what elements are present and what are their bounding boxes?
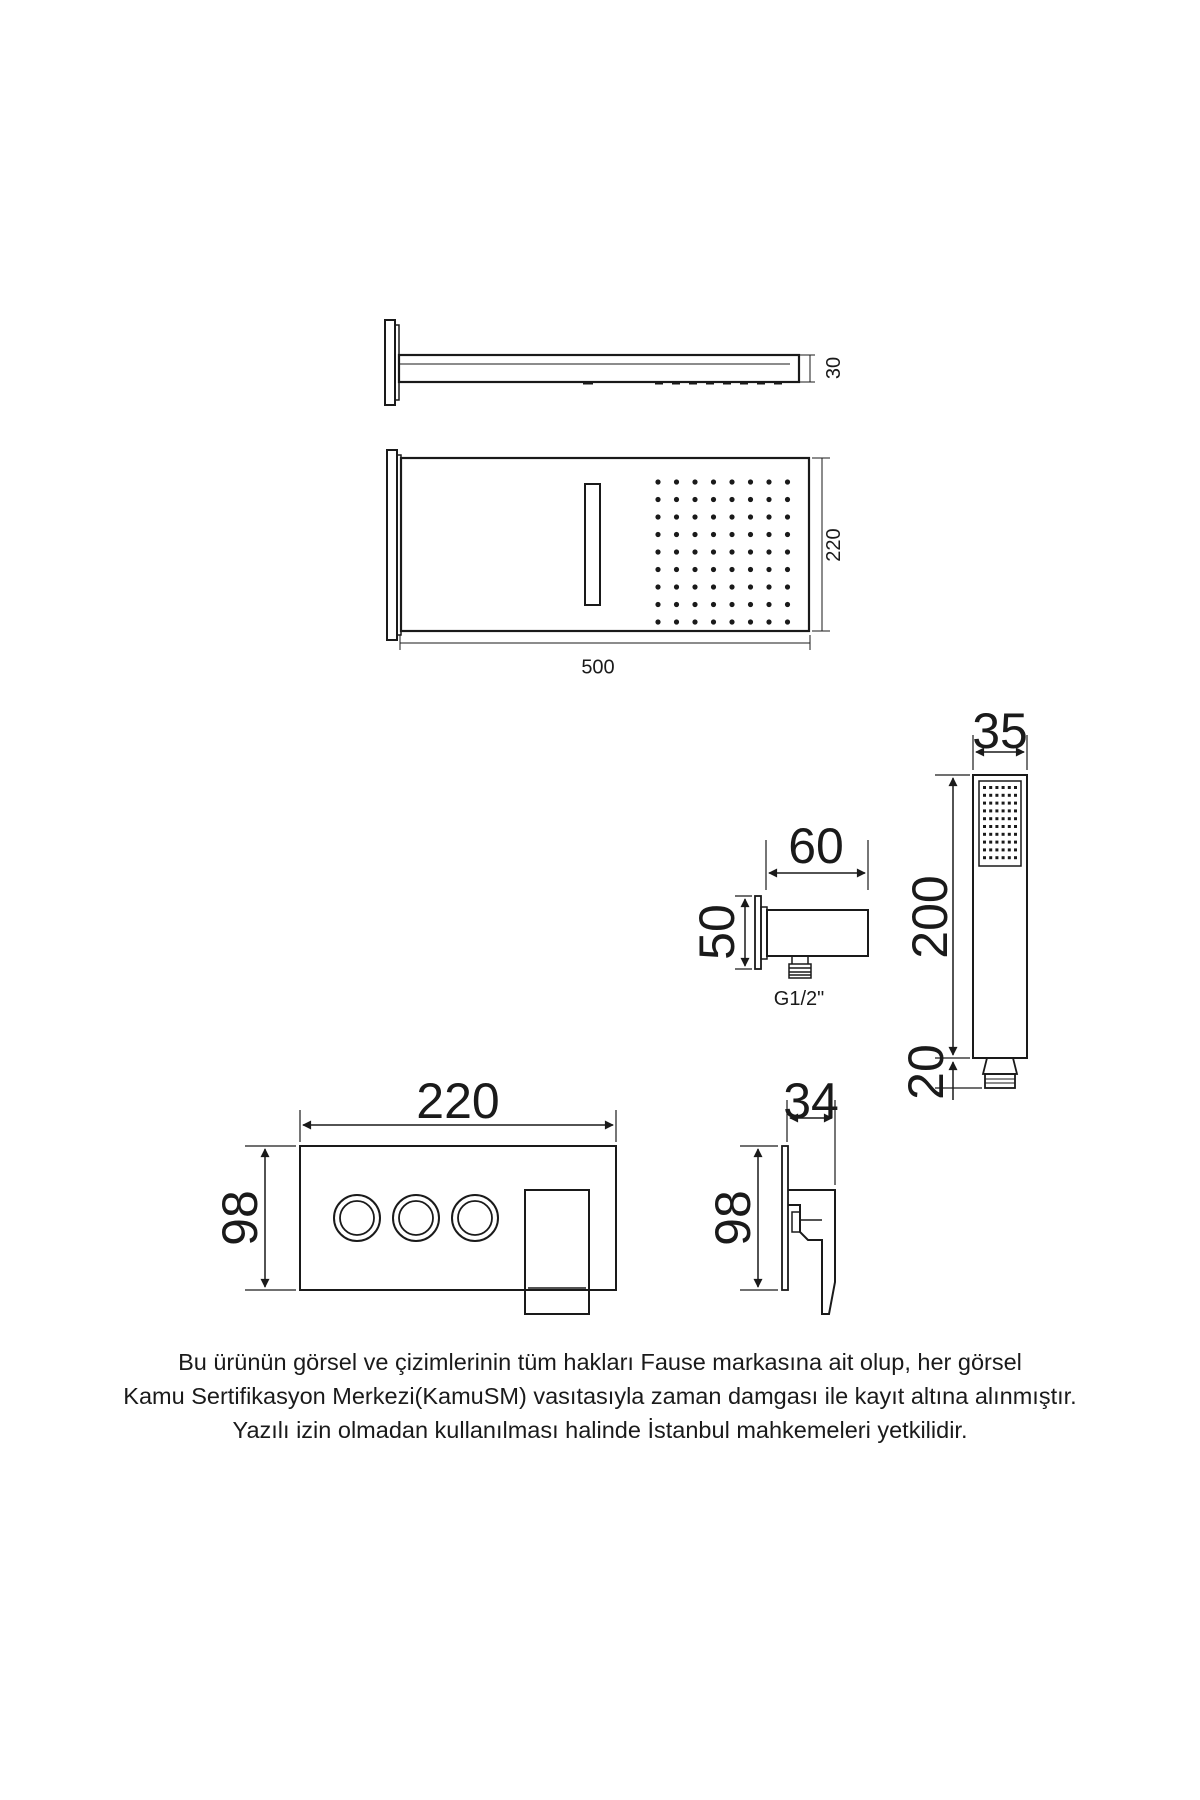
nozzle-dot (785, 514, 790, 519)
control-knob-1 (334, 1195, 380, 1241)
hand-nozzle (983, 786, 986, 789)
nozzle-dot (729, 567, 734, 572)
nozzle-dot (692, 619, 697, 624)
nozzle-dot (692, 514, 697, 519)
nozzle-dot (655, 479, 660, 484)
notice-line-2: Kamu Sertifikasyon Merkezi(KamuSM) vasıtasıyla zaman damgası ile kayıt altına alınmıştır. (123, 1383, 1077, 1409)
nozzle-dot (711, 567, 716, 572)
hand-nozzle (989, 833, 992, 836)
nozzle-dot (729, 479, 734, 484)
nozzle-dot (748, 549, 753, 554)
hand-nozzle (1008, 809, 1011, 812)
hand-nozzle (983, 833, 986, 836)
hand-nozzle (1002, 848, 1005, 851)
hand-nozzle (989, 841, 992, 844)
head-shower-depth-label: 220 (823, 528, 845, 562)
nozzle-dot (748, 584, 753, 589)
hand-nozzle (1008, 794, 1011, 797)
nozzle-dot (729, 514, 734, 519)
nozzle-dot (711, 497, 716, 502)
hand-nozzle (983, 848, 986, 851)
nozzle-dot (655, 619, 660, 624)
nozzle-dot (766, 549, 771, 554)
nozzle-dot (711, 584, 716, 589)
nozzle-dot (711, 514, 716, 519)
hand-nozzle (983, 809, 986, 812)
hand-nozzle (1014, 817, 1017, 820)
nozzle-dot (785, 567, 790, 572)
nozzle-dot (655, 584, 660, 589)
hand-nozzle (1014, 841, 1017, 844)
hand-nozzle (995, 794, 998, 797)
nozzle-dot (655, 514, 660, 519)
hand-nozzle (995, 841, 998, 844)
wall-elbow-width-label: 60 (788, 818, 844, 874)
nozzle-dot (785, 549, 790, 554)
nozzle-dot (692, 549, 697, 554)
nozzle-dot (729, 497, 734, 502)
mixer-side-height-label: 98 (705, 1190, 761, 1246)
hand-nozzle (1014, 848, 1017, 851)
nozzle-dot (655, 567, 660, 572)
nozzle-dot (748, 532, 753, 537)
nozzle-dot (674, 619, 679, 624)
hand-nozzle (995, 833, 998, 836)
head-shower-height-label: 30 (823, 356, 845, 380)
nozzle-dot (711, 479, 716, 484)
nozzle-dot (674, 479, 679, 484)
hand-nozzle (995, 848, 998, 851)
nozzle-dot (729, 532, 734, 537)
nozzle-dot (785, 497, 790, 502)
nozzle-dot (692, 584, 697, 589)
nozzle-dot (674, 602, 679, 607)
hand-nozzle (983, 841, 986, 844)
nozzle-dot (766, 602, 771, 607)
hand-nozzle (983, 794, 986, 797)
hand-shower-length-label: 200 (902, 875, 958, 959)
hand-nozzle (995, 786, 998, 789)
hand-nozzle (983, 856, 986, 859)
head-shower-width-label: 500 (581, 656, 615, 679)
hand-shower-width-label: 35 (972, 703, 1028, 759)
nozzle-dot (748, 619, 753, 624)
nozzle-dot (785, 532, 790, 537)
hand-nozzle (983, 825, 986, 828)
hand-nozzle (989, 802, 992, 805)
nozzle-dot (729, 584, 734, 589)
mixer-front-height-label: 98 (212, 1190, 268, 1246)
notice-line-3: Yazılı izin olmadan kullanılması halinde İstanbul mahkemeleri yetkilidir. (232, 1417, 968, 1443)
hand-nozzle (1002, 809, 1005, 812)
hand-nozzle (1008, 786, 1011, 789)
nozzle-dot (655, 497, 660, 502)
hand-nozzle (1008, 856, 1011, 859)
hand-nozzle (1002, 794, 1005, 797)
nozzle-dot (711, 532, 716, 537)
nozzle-dot (674, 497, 679, 502)
copyright-notice (0, 1345, 1200, 1447)
hand-nozzle (995, 802, 998, 805)
hand-nozzle-grid (983, 786, 1017, 859)
nozzle-dot (692, 532, 697, 537)
nozzle-dot (766, 619, 771, 624)
nozzle-dot (785, 602, 790, 607)
control-knob-2 (393, 1195, 439, 1241)
mixer-lever (525, 1190, 589, 1314)
nozzle-dot (766, 584, 771, 589)
hand-shower-connector (983, 1058, 1017, 1074)
hand-nozzle (1014, 825, 1017, 828)
hand-nozzle (989, 817, 992, 820)
nozzle-dot (674, 584, 679, 589)
mixer-width-label: 220 (416, 1073, 500, 1129)
hand-nozzle (995, 817, 998, 820)
nozzle-dot (655, 549, 660, 554)
hand-nozzle (1002, 802, 1005, 805)
nozzle-dot (674, 514, 679, 519)
nozzle-dot (729, 619, 734, 624)
hand-nozzle (1002, 786, 1005, 789)
hand-nozzle (1008, 841, 1011, 844)
hand-nozzle (1008, 833, 1011, 836)
nozzle-dot (785, 619, 790, 624)
nozzle-dot (711, 549, 716, 554)
nozzle-dot (674, 549, 679, 554)
head-shower-top-view (387, 450, 845, 679)
nozzle-dot (785, 479, 790, 484)
hand-nozzle (1002, 817, 1005, 820)
notice-line-1: Bu ürünün görsel ve çizimlerinin tüm hakları Fause markasına ait olup, her görsel (178, 1349, 1022, 1375)
hand-nozzle (1002, 856, 1005, 859)
nozzle-dot (748, 567, 753, 572)
mixer-front-view (212, 1073, 616, 1314)
nozzle-dot (692, 567, 697, 572)
hand-nozzle (1014, 794, 1017, 797)
nozzle-dot (711, 602, 716, 607)
nozzle-dot (766, 567, 771, 572)
hand-shower (898, 703, 1028, 1100)
head-shower-side-view (385, 320, 845, 405)
nozzle-dot (729, 549, 734, 554)
hand-nozzle (1008, 802, 1011, 805)
nozzle-dot (766, 497, 771, 502)
hand-nozzle (989, 825, 992, 828)
hand-nozzle (1002, 841, 1005, 844)
nozzle-dot (674, 532, 679, 537)
thread-connector (789, 956, 811, 978)
hand-nozzle (1002, 825, 1005, 828)
hand-nozzle (1014, 786, 1017, 789)
hand-nozzle (1008, 817, 1011, 820)
nozzle-dot (766, 514, 771, 519)
hand-nozzle (1014, 833, 1017, 836)
hand-nozzle (1008, 825, 1011, 828)
nozzle-dot (748, 497, 753, 502)
hand-nozzle (1002, 833, 1005, 836)
hand-nozzle (995, 856, 998, 859)
nozzle-dot (748, 602, 753, 607)
hand-nozzle (1008, 848, 1011, 851)
nozzle-dot (766, 532, 771, 537)
waterfall-slot (585, 484, 600, 605)
nozzle-dot (729, 602, 734, 607)
hand-nozzle (1014, 802, 1017, 805)
nozzle-dot (785, 584, 790, 589)
thread-size-label: G1/2" (773, 988, 825, 1010)
nozzle-dot (692, 479, 697, 484)
nozzle-dot (766, 479, 771, 484)
nozzle-dot (655, 602, 660, 607)
hand-nozzle (989, 809, 992, 812)
nozzle-dot (692, 602, 697, 607)
hand-nozzle (989, 848, 992, 851)
hand-nozzle (1014, 856, 1017, 859)
nozzle-dot (655, 532, 660, 537)
hand-nozzle (989, 786, 992, 789)
hand-nozzle (995, 809, 998, 812)
wall-elbow-height-label: 50 (689, 904, 745, 960)
hand-nozzle (1014, 809, 1017, 812)
nozzle-dot (748, 479, 753, 484)
hand-nozzle (995, 825, 998, 828)
mixer-side-view (705, 1073, 839, 1314)
rain-nozzle-grid (655, 479, 790, 624)
hand-nozzle (983, 802, 986, 805)
hand-shower-connector-label: 20 (898, 1044, 954, 1100)
nozzle-dot (674, 567, 679, 572)
hand-nozzle (983, 817, 986, 820)
hand-nozzle (989, 856, 992, 859)
mixer-depth-label: 34 (783, 1073, 839, 1129)
wall-elbow (689, 818, 868, 1010)
control-knob-3 (452, 1195, 498, 1241)
nozzle-dot (711, 619, 716, 624)
nozzle-dot (748, 514, 753, 519)
hand-nozzle (989, 794, 992, 797)
nozzle-dot (692, 497, 697, 502)
